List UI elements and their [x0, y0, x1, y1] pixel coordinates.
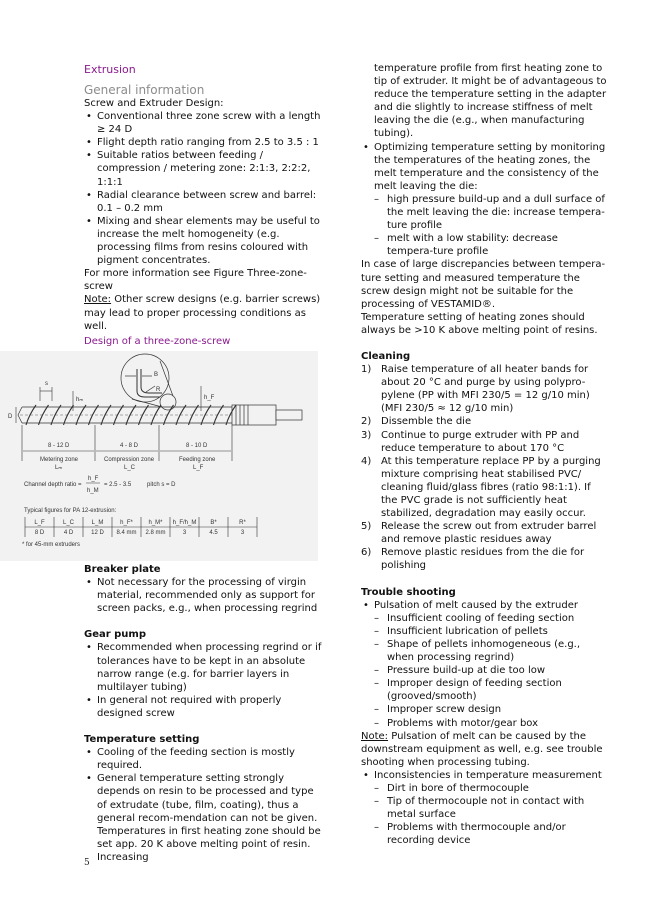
- ratio-denominator: h_M: [87, 488, 99, 494]
- label-r: R: [156, 387, 161, 393]
- list-item: – Insufficient lubrication of pellets: [374, 625, 607, 638]
- table-header-cell: h_M*: [148, 520, 163, 526]
- optimizing-list: [361, 141, 607, 259]
- cleaning-step: [361, 429, 607, 455]
- inconsistency-sublist: [374, 782, 607, 847]
- label-d: D: [8, 414, 13, 420]
- screw-body: [18, 405, 302, 425]
- breaker-plate-title: Breaker plate: [84, 564, 161, 575]
- list-item: • Not necessary for the processing of virgin material, recommended only as support for screen packs, e.g., when processing regrind: [84, 576, 324, 615]
- list-item: – Pressure build-up at die too low: [374, 664, 607, 677]
- step-number: 4): [361, 455, 372, 467]
- step-text: Release the screw out from extruder barrel and remove plastic residues away: [381, 521, 597, 546]
- table-header-cell: h_F/h_M: [172, 520, 197, 526]
- label-hm: hₘ: [76, 397, 84, 403]
- table-header-cell: h_F*: [120, 520, 133, 526]
- list-item: • Recommended when processing regrind or if tolerances have to be kept in an absolute narrow range (e.g. for barrier layers in multilayer tubing): [84, 641, 324, 693]
- list-item: – melt with a low stability: decrease tempera-ture profile: [374, 232, 607, 258]
- gear-pump-list: [84, 641, 324, 720]
- trouble-shooting-title: Trouble shooting: [361, 586, 456, 598]
- table-header-cell: L_F: [34, 520, 45, 526]
- list-item: – Insufficient cooling of feeding section: [374, 612, 607, 625]
- table-footnote: * for 45-mm extruders: [22, 542, 81, 548]
- continuation-text: temperature profile from first heating zone to tip of extruder. It might be of advantageous to reduce the temperature setting in the adapter and die slightly to increase stiffness of melt leaving the die (e.g., when manufacturing tubing).: [374, 63, 607, 140]
- step-number: 5): [361, 521, 372, 533]
- optimizing-text: Optimizing temperature setting by monitoring the temperatures of the heating zones, the melt temperature and the consistency of the melt leaving the die:: [374, 141, 606, 192]
- trouble-note: [361, 730, 607, 769]
- step-number: 3): [361, 429, 372, 441]
- gear-pump-title: Gear pump: [84, 629, 147, 641]
- screw-design-list: [84, 110, 324, 267]
- general-info-title: General information: [84, 83, 205, 97]
- temperature-setting-title: Temperature setting: [84, 734, 200, 746]
- table-header-cell: B*: [210, 520, 217, 526]
- typical-figures-table: [25, 517, 257, 537]
- table-value-cell: 8 D: [34, 530, 45, 536]
- table-value-cell: 4.5: [209, 530, 218, 536]
- heating-zone-text: Temperature setting of heating zones should always be >10 K above melting point of resins.: [361, 311, 598, 336]
- metering-zone-label: Metering zone: [40, 457, 79, 463]
- list-item: – Problems with motor/gear box: [374, 717, 607, 730]
- feeding-zone-label: Feeding zone: [179, 457, 216, 463]
- step-number: 6): [361, 547, 372, 559]
- list-item: – Problems with thermocouple and/or recording device: [374, 821, 607, 847]
- table-value-cell: 3: [182, 530, 187, 536]
- step-text: Continue to purge extruder with PP and reduce temperature to about 170 °C: [381, 429, 580, 454]
- table-value-cell: 12 D: [91, 530, 104, 536]
- table-header-cell: L_M: [91, 520, 104, 526]
- metering-length: 8 - 12 D: [48, 443, 70, 449]
- inconsistency-list: [361, 769, 607, 848]
- detail-magnifier: [121, 354, 176, 410]
- lf-label: L_F: [193, 465, 204, 471]
- optimizing-sublist: [374, 193, 607, 258]
- list-item: • Conventional three zone screw with a length ≥ 24 D: [84, 110, 324, 136]
- list-item: – Improper screw design: [374, 703, 607, 716]
- step-text: Raise temperature of all heater bands for about 20 °C and purge by using polypro-pylene (PP with MFI 230/5 = 12 g/10 min) (MFI 230/5 ≈ 12 g/10 min): [381, 364, 590, 415]
- lc-label: L_C: [124, 465, 136, 471]
- list-item: • General temperature setting strongly depends on resin to be processed and type of extrudate (tube, film, coating), thus a general recom-mendation can not be given. Temperatures in first heating zone should be set app. 20 K above melting point of resin. Increasing: [84, 772, 324, 864]
- three-zone-screw-figure: [0, 351, 318, 561]
- table-value-cell: 2.8 mm: [145, 530, 166, 536]
- list-item: [361, 599, 607, 730]
- list-item: • In general not required with properly designed screw: [84, 694, 324, 720]
- list-item: – Improper design of feeding section (grooved/smooth): [374, 677, 607, 703]
- pitch-label: pitch s = D: [147, 482, 176, 488]
- list-item: – high pressure build-up and a dull surface of the melt leaving the die: increase tempera-ture profile: [374, 193, 607, 232]
- screw-design-title: Screw and Extruder Design:: [84, 98, 224, 109]
- list-item: – Dirt in bore of thermocouple: [374, 782, 607, 795]
- left-column: [84, 62, 324, 333]
- pulsation-text: Pulsation of melt caused by the extruder: [374, 599, 578, 611]
- list-item: • Mixing and shear elements may be useful to increase the melt homogeneity (e.g. processing films from resins coloured with pigment concentrates.: [84, 215, 324, 267]
- step-number: 1): [361, 364, 372, 376]
- cleaning-steps: [361, 363, 607, 573]
- screw-diagram: [0, 351, 318, 561]
- list-item: • Cooling of the feeding section is mostly required.: [84, 746, 324, 772]
- cleaning-step: [361, 455, 607, 520]
- cleaning-step: [361, 415, 607, 428]
- dimension-lines: [16, 386, 232, 461]
- step-number: 2): [361, 416, 372, 428]
- table-value-cell: 3: [240, 530, 245, 536]
- ratio-label: Channel depth ratio =: [24, 482, 82, 488]
- ratio-numerator: h_F: [88, 476, 99, 482]
- feeding-length: 8 - 10 D: [186, 443, 208, 449]
- left-column-lower: [84, 563, 324, 864]
- section-title: Extrusion: [84, 63, 136, 76]
- discrepancy-text: In case of large discrepancies between tempera-ture setting and measured temperature the screw design might not be suitable for the processing of VESTAMID®.: [361, 259, 606, 310]
- table-value-cell: 8.4 mm: [116, 530, 137, 536]
- right-column: [361, 62, 607, 847]
- compression-zone-label: Compression zone: [104, 457, 155, 463]
- list-item: – Shape of pellets inhomogeneous (e.g., when processing regrind): [374, 638, 607, 664]
- figure-title: Design of a three-zone-screw: [84, 335, 324, 349]
- page-number: 5: [84, 858, 90, 868]
- note-text: Pulsation of melt can be caused by the downstream equipment as well, e.g. see trouble shooting when processing tubing.: [361, 730, 603, 768]
- ratio-value: = 2.5 - 3.5: [104, 482, 132, 488]
- list-item: [361, 141, 607, 259]
- note-label: Note:: [84, 294, 112, 306]
- list-item: • Suitable ratios between feeding / compression / metering zone: 2:1:3, 2:2:2, 1:1:1: [84, 149, 324, 188]
- temperature-setting-list: [84, 746, 324, 864]
- label-hf: h_F: [204, 395, 215, 401]
- compression-length: 4 - 8 D: [120, 443, 139, 449]
- more-info-text: For more information see Figure Three-zone-screw: [84, 268, 307, 293]
- table-header-cell: L_C: [62, 520, 75, 526]
- breaker-plate-list: [84, 576, 324, 615]
- screw-note: [84, 293, 324, 332]
- lm-label: Lₘ: [55, 465, 63, 471]
- pulsation-sublist: [374, 612, 607, 730]
- cleaning-title: Cleaning: [361, 350, 411, 362]
- list-item: • Flight depth ratio ranging from 2.5 to 3.5 : 1: [84, 136, 324, 149]
- step-text: Dissemble the die: [381, 416, 472, 428]
- table-title: Typical figures for PA 12-extrusion:: [24, 508, 117, 514]
- label-b: B: [154, 372, 159, 378]
- table-value-cell: 4 D: [63, 530, 74, 536]
- cleaning-step: [361, 363, 607, 415]
- table-header-cell: R*: [239, 520, 246, 526]
- cleaning-step: [361, 546, 607, 572]
- cleaning-step: [361, 520, 607, 546]
- list-item: [361, 769, 607, 848]
- list-item: • Radial clearance between screw and barrel: 0.1 – 0.2 mm: [84, 189, 324, 215]
- inconsistency-text: Inconsistencies in temperature measurement: [374, 769, 602, 781]
- note-text: Other screw designs (e.g. barrier screws) may lead to proper processing conditions as well.: [84, 294, 321, 332]
- pulsation-list: [361, 599, 607, 730]
- note-label: Note:: [361, 730, 389, 742]
- step-text: At this temperature replace PP by a purging mixture comprising heat stabilised PVC/ cleaning fluid/glass fibres (ratio 98:1:1). If the PVC grade is not sufficiently heat stabilized, degradation may easily occur.: [381, 455, 601, 520]
- label-s: s: [45, 381, 48, 387]
- step-text: Remove plastic residues from the die for polishing: [381, 547, 585, 572]
- list-item: – Tip of thermocouple not in contact with metal surface: [374, 795, 607, 821]
